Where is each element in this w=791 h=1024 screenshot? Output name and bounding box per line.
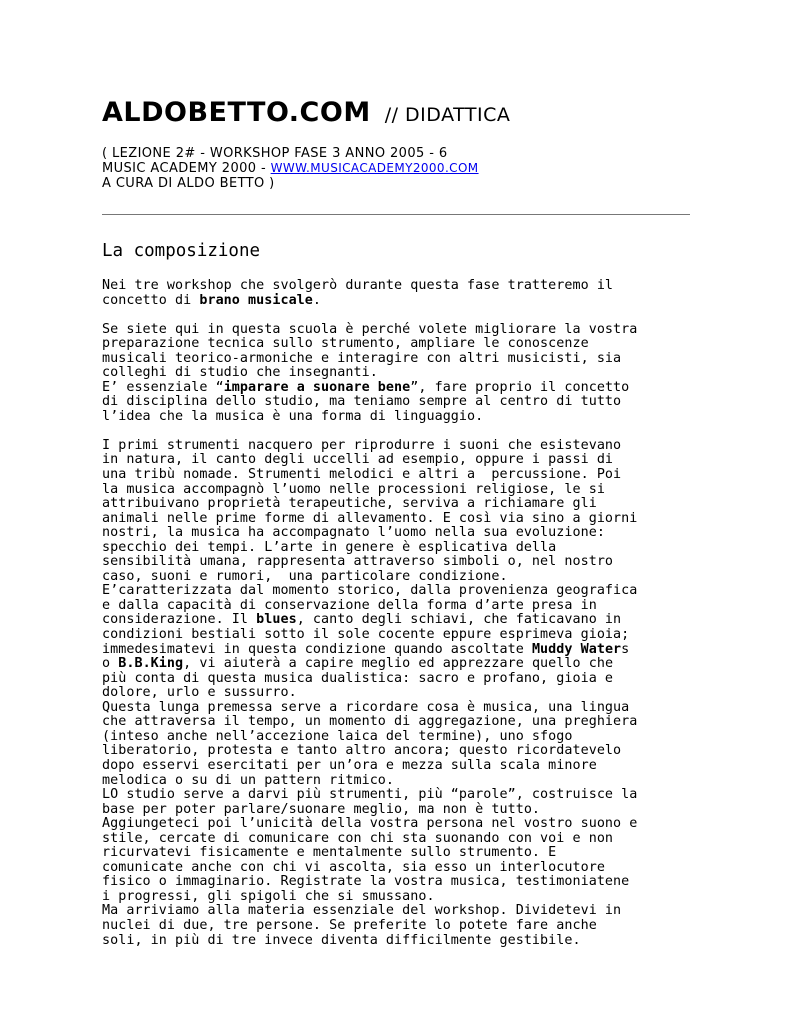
text-line: Se siete qui in questa scuola è perché volete migliorare la vostra — [102, 321, 638, 337]
text-line: animali nelle prime forme di allevamento. E così via sino a giorni — [102, 510, 638, 526]
text-line: I primi strumenti nacquero per riprodurre i suoni che esistevano — [102, 437, 622, 453]
text-span: o — [102, 656, 119, 672]
text-line: preparazione tecnica sullo strumento, ampliare le conoscenze — [102, 336, 589, 352]
text-line: di disciplina dello studio, ma teniamo sempre al centro di tutto — [102, 394, 622, 410]
text-span: s — [621, 641, 630, 657]
text-span: concetto di — [102, 292, 200, 308]
text-span: immedesimatevi in questa condizione quando ascoltate — [102, 641, 532, 657]
text-line: E’caratterizzata dal momento storico, dalla provenienza geografica — [102, 583, 638, 599]
text-line: stile, cercate di comunicare con chi sta suonando con voi e non — [102, 830, 614, 846]
text-line: l’idea che la musica è una forma di linguaggio. — [102, 408, 484, 424]
paragraph-school — [102, 323, 702, 425]
text-line: Questa lunga premessa serve a ricordare cosa è musica, una lingua — [102, 699, 630, 715]
text-span: . — [312, 292, 322, 308]
text-line: sensibilità umana, rappresenta attraverso simboli o, nel nostro — [102, 554, 614, 570]
bold-term: brano musicale — [199, 292, 313, 308]
text-line — [102, 294, 702, 309]
text-line: condizioni bestiali sotto il sole cocente eppure esprimeva gioia; — [102, 627, 630, 643]
text-line: nostri, la musica ha accompagnato l’uomo nella sua evoluzione: — [102, 525, 605, 541]
text-line: musicali teorico-armoniche e interagire con altri musicisti, sia — [102, 350, 622, 366]
text-line: più conta di questa musica dualistica: sacro e profano, gioia e — [102, 670, 614, 686]
paragraph-history — [102, 439, 702, 948]
text-line: (inteso anche nell’accezione laica del termine), uno sfogo — [102, 728, 573, 744]
article-body — [102, 279, 702, 948]
text-line: che attraversa il tempo, un momento di aggregazione, una preghiera — [102, 714, 638, 730]
music-academy-link[interactable]: WWW.MUSICACADEMY2000.COM — [270, 161, 479, 175]
text-line: dopo esservi esercitati per un’ora e mezza sulla scala minore — [102, 757, 597, 773]
text-line: in natura, il canto degli uccelli ad esempio, oppure i passi di — [102, 452, 614, 468]
section-title: La composizione — [102, 241, 261, 261]
text-line: dolore, urlo e sussurro. — [102, 685, 297, 701]
text-line: una tribù nomade. Strumenti melodici e altri a percussione. Poi — [102, 467, 622, 483]
text-line: soli, in più di tre invece diventa difficilmente gestibile. — [102, 932, 581, 948]
lesson-line-2-prefix: MUSIC ACADEMY 2000 - — [102, 161, 271, 176]
bold-term: Muddy Water — [531, 641, 622, 657]
text-line: specchio dei tempi. L’arte in genere è esplicativa della — [102, 539, 557, 555]
text-span: , canto degli schiavi, che faticavano in — [296, 612, 622, 628]
text-line: Ma arriviamo alla materia essenziale del workshop. Dividetevi in — [102, 903, 622, 919]
text-line: attribuivano proprietà terapeutiche, serviva a richiamare gli — [102, 496, 597, 512]
text-line: Aggiungeteci poi l’unicità della vostra persona nel vostro suono e — [102, 816, 638, 832]
text-span: E’ essenziale “ — [102, 379, 224, 395]
text-line: nuclei di due, tre persone. Se preferite lo potete fare anche — [102, 917, 597, 933]
text-line: Nei tre workshop che svolgerò durante questa fase tratteremo il — [102, 278, 614, 293]
section-name: // DIDATTICA — [384, 104, 511, 126]
lesson-line-2 — [102, 161, 702, 176]
text-line: e dalla capacità di conservazione della forma d’arte presa in — [102, 597, 597, 613]
lesson-info — [102, 146, 702, 191]
text-line: comunicate anche con chi vi ascolta, sia esso un interlocutore — [102, 859, 605, 875]
lesson-line-3: A CURA DI ALDO BETTO ) — [102, 176, 275, 191]
bold-term: blues — [256, 612, 297, 628]
text-line: base per poter parlare/suonare meglio, ma non è tutto. — [102, 801, 541, 817]
lesson-line-1: ( LEZIONE 2# - WORKSHOP FASE 3 ANNO 2005 - 6 — [102, 146, 448, 161]
text-line — [102, 613, 702, 628]
text-line: LO studio serve a darvi più strumenti, più “parole”, costruisce la — [102, 787, 638, 803]
bold-term: imparare a suonare bene — [223, 379, 411, 395]
header-divider — [102, 214, 690, 215]
text-line: liberatorio, protesta e tanto altro ancora; questo ricordatevelo — [102, 743, 622, 759]
text-line: ricurvatevi fisicamente e mentalmente sullo strumento. E — [102, 845, 557, 861]
paragraph-intro — [102, 279, 702, 308]
site-title — [102, 96, 702, 132]
text-line: i progressi, gli spigoli che si smussano. — [102, 888, 435, 904]
text-line: colleghi di studio che insegnanti. — [102, 365, 378, 381]
text-line: caso, suoni e rumori, una particolare condizione. — [102, 568, 508, 584]
text-line: fisico o immaginario. Registrate la vostra musica, testimoniatene — [102, 874, 630, 890]
text-line: la musica accompagnò l’uomo nelle processioni religiose, le si — [102, 481, 605, 497]
text-line — [102, 381, 702, 396]
site-name: ALDOBETTO.COM — [102, 97, 371, 128]
text-line — [102, 657, 702, 672]
text-span: ”, fare proprio il concetto — [410, 379, 630, 395]
text-line — [102, 643, 702, 658]
text-span: , vi aiuterà a capire meglio ed apprezzare quello che — [183, 656, 614, 672]
text-line: melodica o su di un pattern ritmico. — [102, 772, 395, 788]
bold-term: B.B.King — [118, 656, 184, 672]
text-span: considerazione. Il — [102, 612, 257, 628]
document-header — [102, 96, 702, 191]
